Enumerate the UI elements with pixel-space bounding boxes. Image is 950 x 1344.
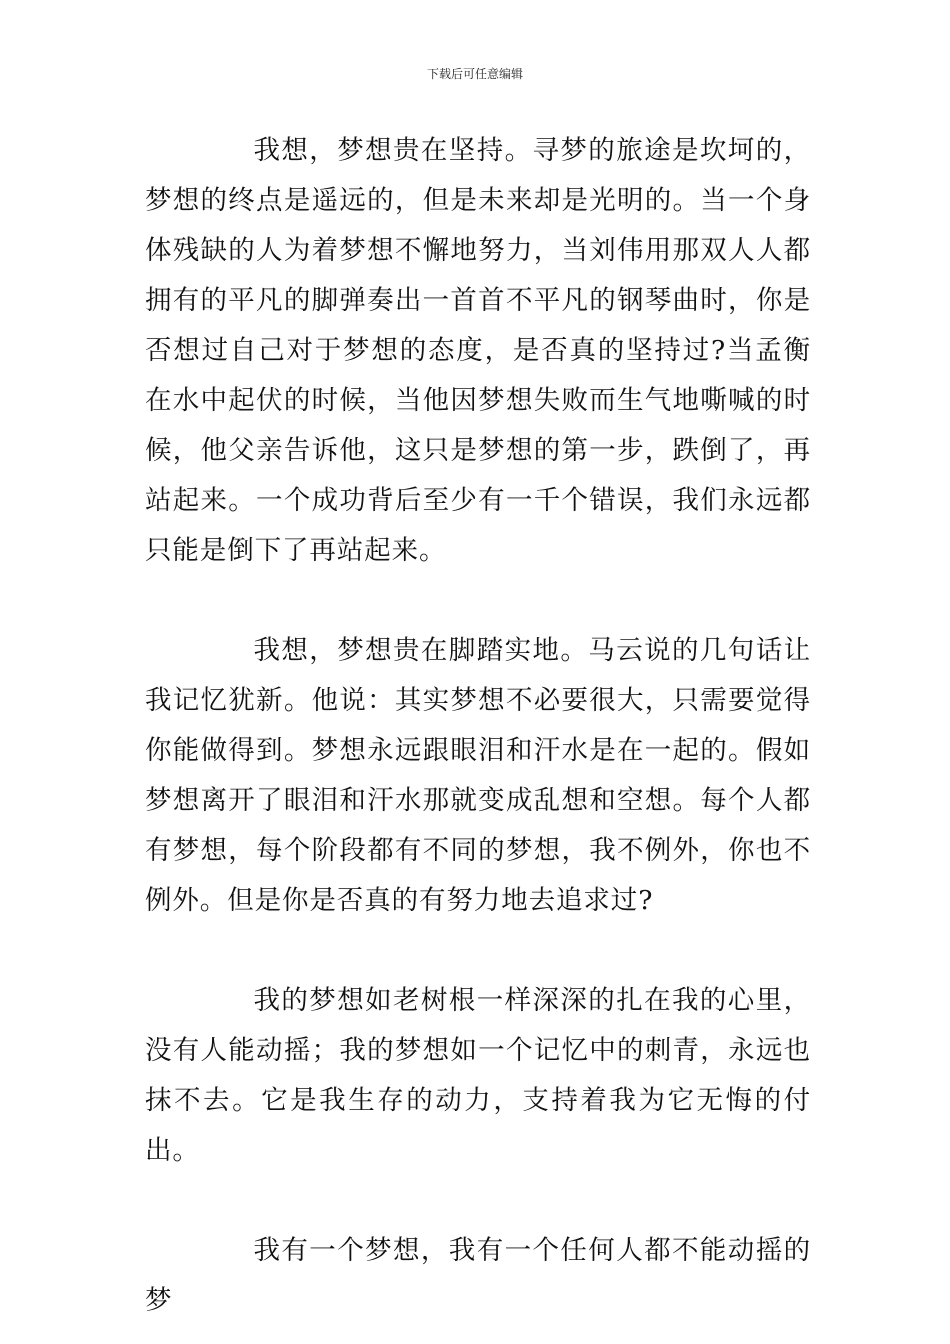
- paragraph-4: [145, 1226, 811, 1326]
- paragraph-1: [145, 126, 811, 576]
- paragraph-text: 我有一个梦想，我有一个任何人都不能动摇的梦: [145, 1235, 811, 1316]
- page-header-note: 下载后可任意编辑: [426, 67, 523, 81]
- paragraph-text: 我想，梦想贵在脚踏实地。马云说的几句话让我记忆犹新。他说：其实梦想不必要很大，只需要觉得你能做得到。梦想永远跟眼泪和汗水是在一起的。假如梦想离开了眼泪和汗水那就变成乱想和空想。每个人都有梦想，每个阶段都有不同的梦想，我不例外，你也不例外。但是你是否真的有努力地去追求过?: [145, 635, 811, 916]
- document-body: [145, 126, 811, 1326]
- paragraph-2: [145, 626, 811, 926]
- paragraph-text: 我的梦想如老树根一样深深的扎在我的心里，没有人能动摇；我的梦想如一个记忆中的刺青，永远也抹不去。它是我生存的动力，支持着我为它无悔的付出。: [145, 985, 811, 1166]
- paragraph-3: [145, 976, 811, 1176]
- paragraph-text: 我想，梦想贵在坚持。寻梦的旅途是坎坷的，梦想的终点是遥远的，但是未来却是光明的。当一个身体残缺的人为着梦想不懈地努力，当刘伟用那双人人都拥有的平凡的脚弹奏出一首首不平凡的钢琴曲时，你是否想过自己对于梦想的态度，是否真的坚持过?当孟衡在水中起伏的时候，当他因梦想失败而生气地嘶喊的时候，他父亲告诉他，这只是梦想的第一步，跌倒了，再站起来。一个成功背后至少有一千个错误，我们永远都只能是倒下了再站起来。: [145, 135, 811, 566]
